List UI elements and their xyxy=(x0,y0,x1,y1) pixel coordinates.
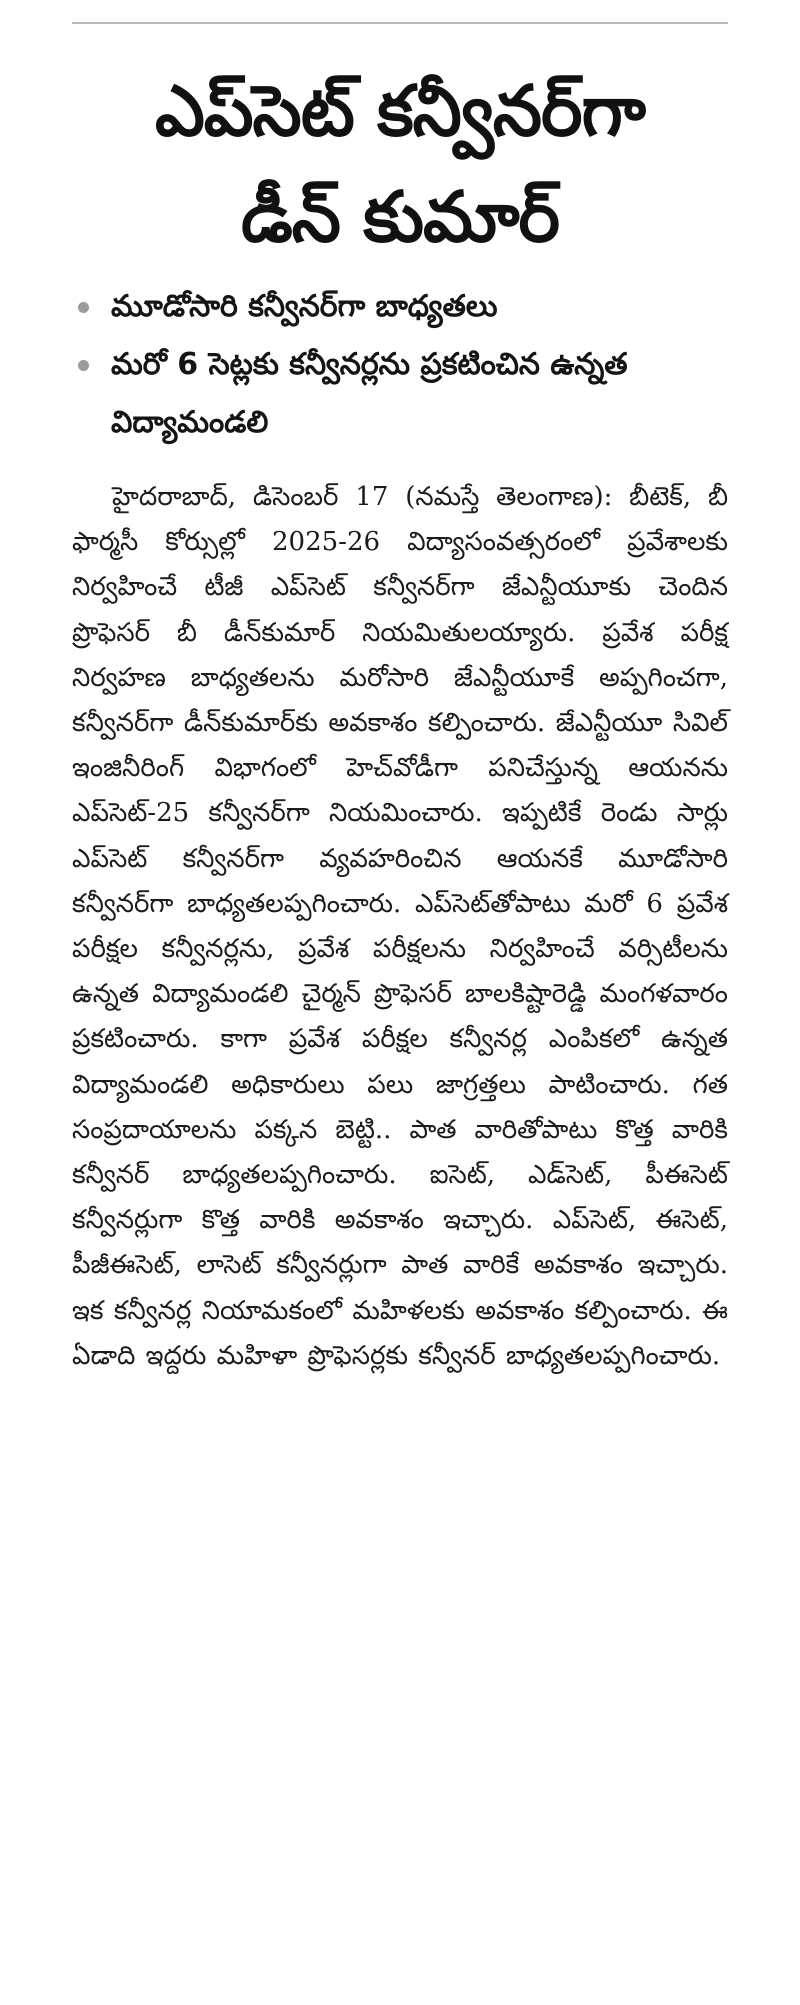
headline-line-1: ఎప్‌సెట్ కన్వీనర్‌గా xyxy=(155,70,645,152)
bullet-item xyxy=(72,278,732,336)
article-body xyxy=(72,475,728,1379)
headline xyxy=(40,58,760,270)
article-body-text: హైదరాబాద్, డిసెంబర్ 17 (నమస్తే తెలంగాణ): బీటెక్, బీ ఫార్మసీ కోర్సుల్లో 2025-26 విద్యాసంవత్సరంలో ప్రవేశాలకు నిర్వహించే టీజీ ఎప్‌సెట్ కన్వీనర్‌గా జేఎన్టీయూకు చెందిన ప్రొఫెసర్ బీ డీన్‌కుమార్ నియమితులయ్యారు. ప్రవేశ పరీక్ష నిర్వహణ బాధ్యతలను మరోసారి జేఎన్టీయూకే అప్పగించగా, కన్వీనర్‌గా డీన్‌కుమార్‌కు అవకాశం కల్పించారు. జేఎన్టీయూ సివిల్ ఇంజినీరింగ్ విభాగంలో హెచ్‌వోడీగా పనిచేస్తున్న ఆయనను ఎప్‌సెట్-25 కన్వీనర్‌గా నియమించారు. ఇప్పటికే రెండు సార్లు ఎప్‌సెట్ కన్వీనర్‌గా వ్యవహరించిన ఆయనకే మూడోసారి కన్వీనర్‌గా బాధ్యతలప్పగించారు. ఎప్‌సెట్‌తోపాటు మరో 6 ప్రవేశ పరీక్షల కన్వీనర్లను, ప్రవేశ పరీక్షలను నిర్వహించే వర్సిటీలను ఉన్నత విద్యామండలి చైర్మన్ ప్రొఫెసర్ బాలకిష్టారెడ్డి మంగళవారం ప్రకటించారు. కాగా ప్రవేశ పరీక్షల కన్వీనర్ల ఎంపికలో ఉన్నత విద్యామండలి అధికారులు పలు జాగ్రత్తలు పాటించారు. గత సంప్రదాయాలను పక్కన బెట్టి.. పాత వారితోపాటు కొత్త వారికి కన్వీనర్ బాధ్యతలప్పగించారు. ఐసెట్, ఎడ్‌సెట్, పీఈసెట్ కన్వీనర్లుగా కొత్త వారికి అవకాశం ఇచ్చారు. ఎప్‌సెట్, ఈసెట్, పీజీఈసెట్, లాసెట్ కన్వీనర్లుగా పాత వారికే అవకాశం ఇచ్చారు. ఇక కన్వీనర్ల నియామకంలో మహిళలకు అవకాశం కల్పించారు. ఈ ఏడాది ఇద్దరు మహిళా ప్రొఫెసర్లకు కన్వీనర్ బాధ్యతలప్పగించారు. xyxy=(72,482,728,1371)
bullet-text: మూడోసారి కన్వీనర్‌గా బాధ్యతలు xyxy=(111,289,498,324)
bullet-item xyxy=(72,336,732,452)
bullet-text: మరో 6 సెట్లకు కన్వీనర్లను ప్రకటించిన ఉన్నత విద్యామండలి xyxy=(111,347,628,440)
bullet-dot-icon xyxy=(78,360,89,371)
top-divider xyxy=(72,22,728,24)
highlight-bullets xyxy=(72,278,732,452)
bullet-dot-icon xyxy=(78,302,89,313)
headline-line-2: డీన్ కుమార్ xyxy=(240,176,560,258)
